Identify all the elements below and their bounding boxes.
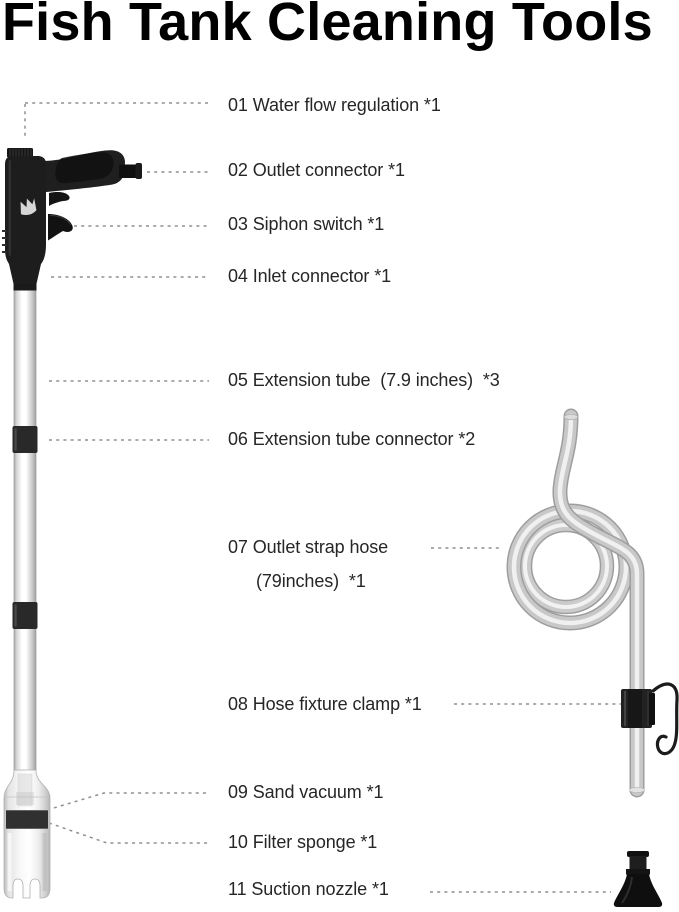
callout-01 — [25, 103, 209, 139]
part-label-07-line1: 07 Outlet strap hose — [228, 537, 389, 557]
suction-nozzle-illustration — [614, 851, 662, 907]
part-label-04: 04 Inlet connector *1 — [228, 266, 392, 286]
part-label-03: 03 Siphon switch *1 — [228, 214, 385, 234]
hose-coil-illustration — [514, 414, 645, 792]
part-label-05: 05 Extension tube (7.9 inches) *3 — [228, 370, 500, 390]
extension-tube-connector-1 — [13, 426, 38, 453]
outlet-connector-illustration — [119, 163, 142, 179]
extension-tube-connector-2 — [13, 602, 38, 629]
part-label-06: 06 Extension tube connector *2 — [228, 429, 476, 449]
callout-10 — [49, 823, 209, 843]
part-label-07-line2: (79inches) *1 — [256, 571, 366, 591]
part-label-02: 02 Outlet connector *1 — [228, 160, 405, 180]
siphon-pump-illustration — [2, 148, 142, 291]
part-label-09: 09 Sand vacuum *1 — [228, 782, 384, 802]
pump-body — [5, 156, 46, 286]
part-label-01: 01 Water flow regulation *1 — [228, 95, 441, 115]
extension-tube-illustration — [13, 288, 38, 778]
page-title: Fish Tank Cleaning Tools — [2, 0, 653, 52]
trigger-upper — [49, 192, 70, 206]
filter-sponge-illustration — [6, 810, 48, 829]
sand-vacuum-illustration — [4, 770, 50, 898]
part-label-10: 10 Filter sponge *1 — [228, 832, 378, 852]
callout-09 — [47, 793, 209, 810]
siphon-switch-illustration — [48, 214, 73, 241]
part-label-11: 11 Suction nozzle *1 — [228, 879, 389, 899]
hose-clamp-illustration — [621, 684, 677, 754]
clamp-wire-hook — [653, 684, 677, 754]
part-label-08: 08 Hose fixture clamp *1 — [228, 694, 422, 714]
